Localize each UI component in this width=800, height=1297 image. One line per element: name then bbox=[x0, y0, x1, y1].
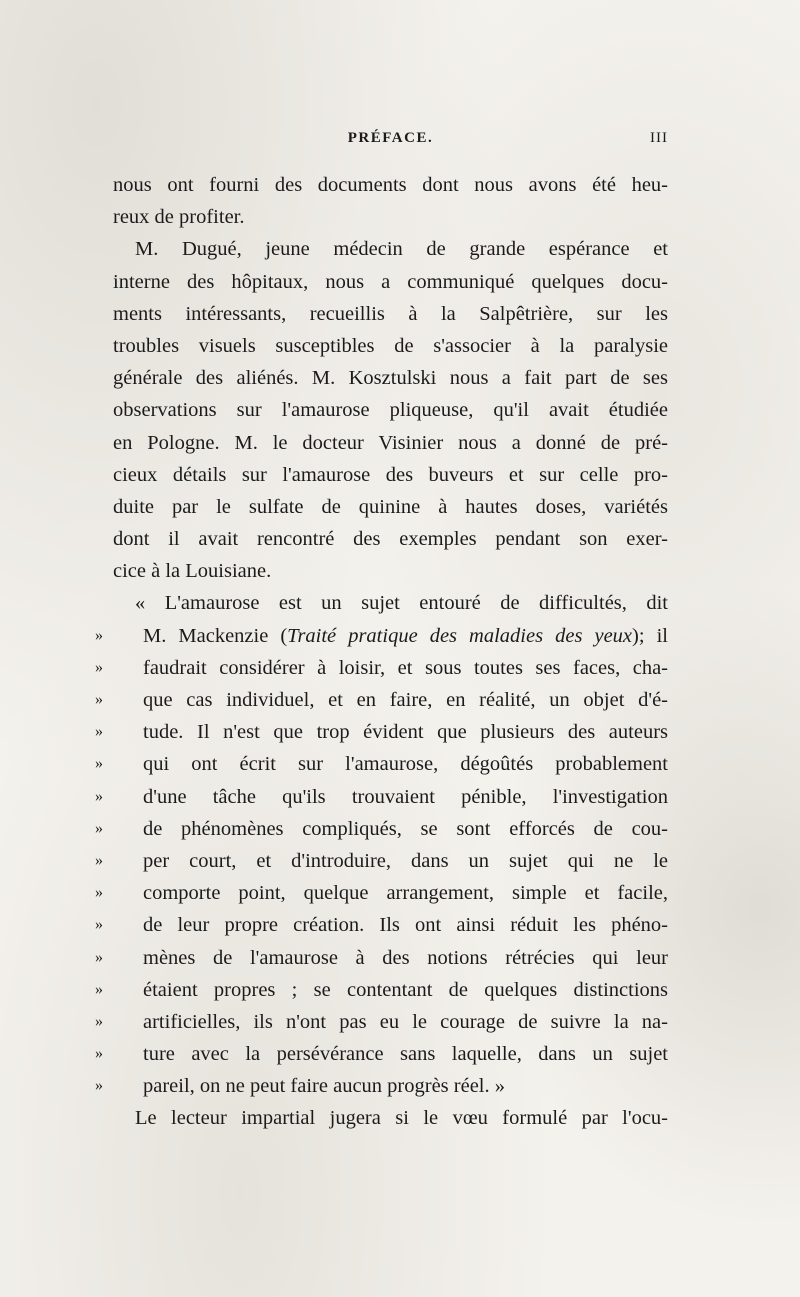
book-title: Traité pratique des maladies des yeux bbox=[287, 624, 633, 647]
quote-line bbox=[95, 1070, 668, 1102]
text-line: duite par le sulfate de quinine à hautes doses, variétés bbox=[113, 495, 668, 518]
quote-line bbox=[95, 974, 668, 1006]
text-line: observations sur l'amaurose pliqueuse, qu'il avait étudiée bbox=[113, 399, 668, 422]
quote-line bbox=[95, 1038, 668, 1070]
quote-mark: » bbox=[95, 1077, 103, 1095]
quote-mark: » bbox=[95, 948, 103, 966]
quote-text-segment: ); il bbox=[632, 624, 668, 647]
text-line: dont il avait rencontré des exemples pendant son exer- bbox=[113, 528, 668, 551]
page-number: III bbox=[650, 130, 668, 146]
quote-mark: » bbox=[95, 658, 103, 676]
quote-line-text: qui ont écrit sur l'amaurose, dégoûtés probablement bbox=[143, 753, 668, 776]
quote-line-text: d'une tâche qu'ils trouvaient pénible, l'investigation bbox=[143, 785, 668, 808]
quote-line-text: per court, et d'introduire, dans un sujet qui ne le bbox=[143, 849, 668, 872]
quote-line-text: que cas individuel, et en faire, en réalité, un objet d'é- bbox=[143, 689, 668, 711]
text-line: générale des aliénés. M. Kosztulski nous a fait part de ses bbox=[113, 367, 668, 390]
quote-mark: » bbox=[95, 1012, 103, 1030]
quote-line-text: tude. Il n'est que trop évident que plusieurs des auteurs bbox=[143, 721, 668, 744]
quote-line-text: artificielles, ils n'ont pas eu le courage de suivre la na- bbox=[143, 1010, 668, 1033]
quote-mark: » bbox=[95, 691, 103, 708]
page-header bbox=[113, 130, 668, 154]
text-line: troubles visuels susceptibles de s'associer à la paralysie bbox=[113, 334, 668, 357]
text-line: nous ont fourni des documents dont nous avons été heu- bbox=[113, 174, 668, 196]
quote-line bbox=[95, 781, 668, 813]
quote-line bbox=[95, 620, 668, 652]
quote-line bbox=[95, 716, 668, 748]
quote-mark: » bbox=[95, 980, 103, 998]
text-line: cieux détails sur l'amaurose des buveurs et sur celle pro- bbox=[113, 463, 668, 486]
quote-line bbox=[95, 652, 668, 684]
quote-line bbox=[95, 813, 668, 845]
quote-line bbox=[95, 845, 668, 877]
running-title: PRÉFACE. bbox=[347, 130, 434, 146]
quote-mark: » bbox=[95, 819, 103, 837]
quote-mark: » bbox=[95, 787, 103, 805]
body-text bbox=[95, 169, 668, 1135]
quote-mark: » bbox=[95, 1045, 103, 1063]
text-line: M. Dugué, jeune médecin de grande espérance et bbox=[135, 238, 668, 261]
quote-mark: » bbox=[95, 755, 103, 773]
text-line: reux de profiter. bbox=[113, 206, 245, 229]
quote-mark: » bbox=[95, 851, 103, 869]
quote-line-text: de leur propre création. Ils ont ainsi réduit les phéno- bbox=[143, 914, 668, 937]
text-line: cice à la Louisiane. bbox=[113, 560, 272, 583]
quote-line bbox=[95, 1006, 668, 1038]
quote-mark: » bbox=[95, 626, 103, 644]
quote-line bbox=[95, 909, 668, 941]
quote-line bbox=[95, 877, 668, 909]
quote-mark: » bbox=[95, 916, 103, 934]
quote-line-text bbox=[113, 620, 668, 652]
quote-line-text: faudrait considérer à loisir, et sous toutes ses faces, cha- bbox=[143, 656, 668, 679]
quote-mark: » bbox=[95, 884, 103, 902]
text-line: Le lecteur impartial jugera si le vœu formulé par l'ocu- bbox=[135, 1107, 668, 1130]
quote-first-line: « L'amaurose est un sujet entouré de difficultés, dit bbox=[135, 592, 668, 615]
quote-line-text: ture avec la persévérance sans laquelle, dans un sujet bbox=[143, 1043, 668, 1066]
quote-line-text: mènes de l'amaurose à des notions rétrécies qui leur bbox=[143, 946, 668, 969]
text-line: en Pologne. M. le docteur Visinier nous a donné de pré- bbox=[113, 431, 668, 454]
quote-line bbox=[95, 942, 668, 974]
text-line: ments intéressants, recueillis à la Salpêtrière, sur les bbox=[113, 302, 668, 325]
quote-mark: » bbox=[95, 723, 103, 741]
quote-line-text: pareil, on ne peut faire aucun progrès réel. » bbox=[143, 1075, 506, 1098]
quote-line-text: étaient propres ; se contentant de quelques distinctions bbox=[143, 978, 668, 1001]
quote-text-segment: M. Mackenzie ( bbox=[143, 624, 288, 647]
quote-line-text: comporte point, quelque arrangement, simple et facile, bbox=[143, 882, 668, 905]
quote-line-text: de phénomènes compliqués, se sont efforcés de cou- bbox=[143, 817, 668, 840]
quote-line bbox=[95, 748, 668, 780]
quote-line bbox=[95, 684, 668, 716]
text-line: interne des hôpitaux, nous a communiqué quelques docu- bbox=[113, 270, 668, 293]
